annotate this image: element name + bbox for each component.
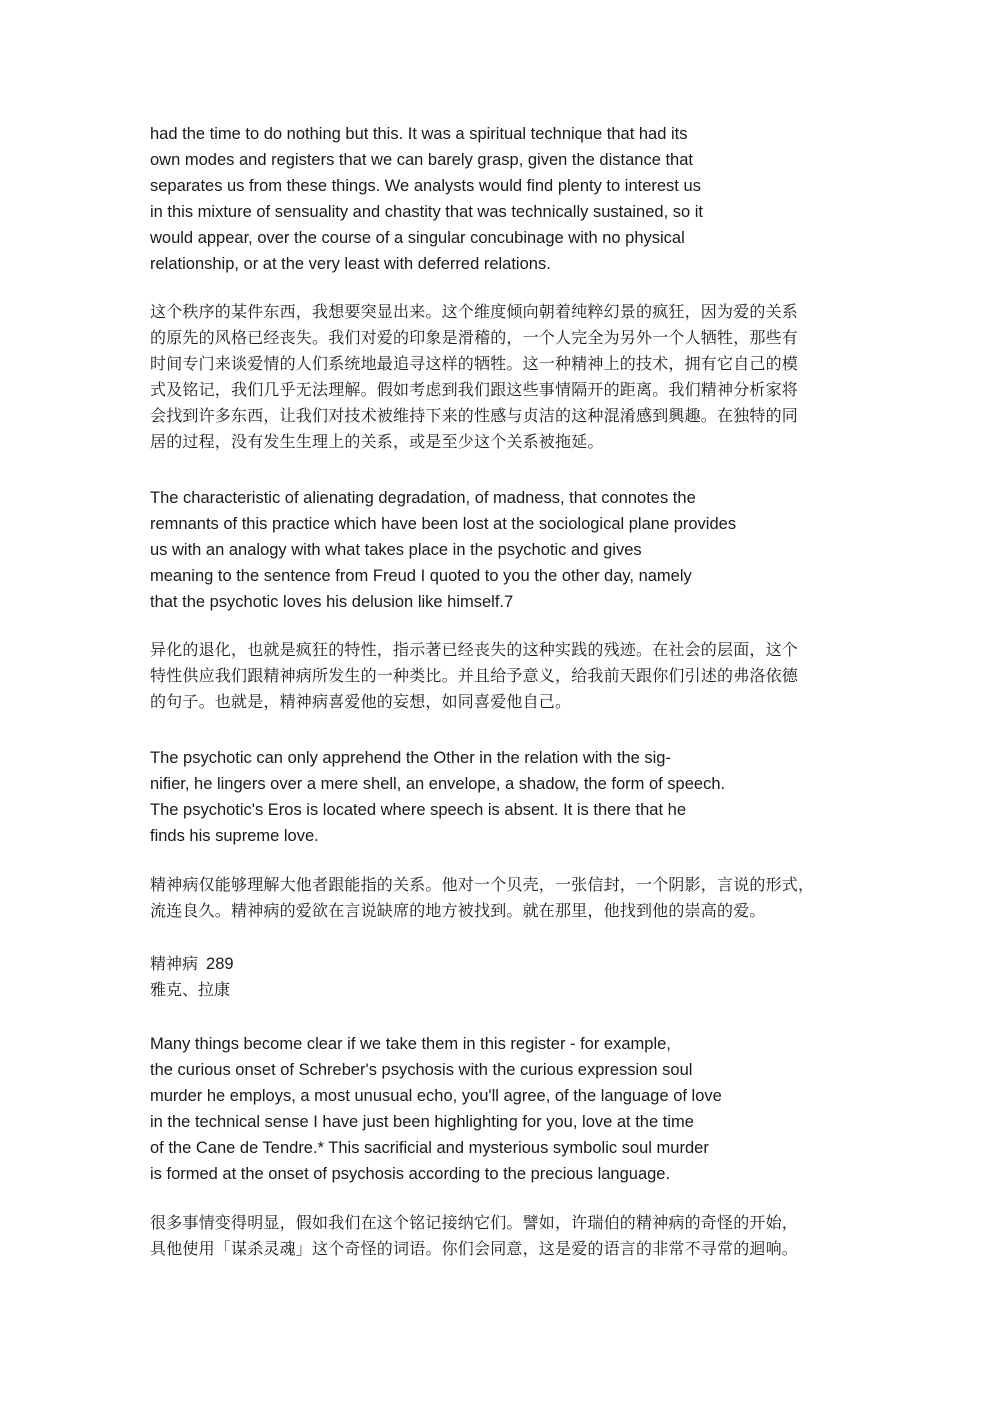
text-line: of the Cane de Tendre.* This sacrificial and mysterious symbolic soul murder xyxy=(150,1139,709,1157)
text-line: 精神病仅能够理解大他者跟能指的关系。他对一个贝壳，一张信封，一个阴影，言说的形式， xyxy=(150,875,815,894)
paragraph-english-2 xyxy=(150,485,736,615)
text-line: relationship, or at the very least with deferred relations. xyxy=(150,255,551,273)
text-line: is formed at the onset of psychosis according to the precious language. xyxy=(150,1165,671,1183)
text-line: finds his supreme love. xyxy=(150,827,319,845)
text-line: own modes and registers that we can barely grasp, given the distance that xyxy=(150,151,693,169)
text-line: in this mixture of sensuality and chastity that was technically sustained, so it xyxy=(150,203,704,221)
header-title-line xyxy=(150,951,234,977)
text-line: 这个秩序的某件东西，我想要突显出来。这个维度倾向朝着纯粹幻景的疯狂，因为爱的关系 xyxy=(150,302,799,321)
text-line: the curious onset of Schreber's psychosis with the curious expression soul xyxy=(150,1061,693,1079)
text-line: The psychotic can only apprehend the Other in the relation with the sig- xyxy=(150,749,671,767)
text-line: meaning to the sentence from Freud I quoted to you the other day, namely xyxy=(150,567,692,585)
paragraph-chinese-1 xyxy=(150,299,798,455)
text-line: 很多事情变得明显，假如我们在这个铭记接纳它们。譬如，许瑞伯的精神病的奇怪的开始， xyxy=(150,1213,799,1232)
text-line: 会找到许多东西，让我们对技术被维持下来的性感与贞洁的这种混淆感到興趣。在独特的同 xyxy=(150,406,799,425)
text-line: would appear, over the course of a singular concubinage with no physical xyxy=(150,229,685,247)
text-line: nifier, he lingers over a mere shell, an envelope, a shadow, the form of speech. xyxy=(150,775,726,793)
text-line: 流连良久。精神病的爱欲在言说缺席的地方被找到。就在那里，他找到他的崇高的爱。 xyxy=(150,901,766,920)
text-line: 时间专门来谈爱情的人们系统地最追寻这样的牺牲。这一种精神上的技术，拥有它自己的模 xyxy=(150,354,799,373)
text-line: separates us from these things. We analysts would find plenty to interest us xyxy=(150,177,701,195)
text-line: 居的过程，没有发生生理上的关系，或是至少这个关系被拖延。 xyxy=(150,432,604,451)
text-line: 异化的退化，也就是疯狂的特性，指示著已经丧失的这种实践的残迹。在社会的层面，这个 xyxy=(150,640,799,659)
text-line: had the time to do nothing but this. It was a spiritual technique that had its xyxy=(150,125,688,143)
text-line: that the psychotic loves his delusion like himself.7 xyxy=(150,593,514,611)
text-line: 的原先的风格已经丧失。我们对爱的印象是滑稽的，一个人完全为另外一个人牺牲，那些有 xyxy=(150,328,799,347)
paragraph-chinese-2 xyxy=(150,637,798,715)
paragraph-chinese-4 xyxy=(150,1210,798,1262)
text-line: Many things become clear if we take them in this register - for example, xyxy=(150,1035,671,1053)
book-title: 精神病 xyxy=(150,954,199,973)
running-header xyxy=(150,951,234,1003)
paragraph-english-4 xyxy=(150,1031,722,1187)
page-number: 289 xyxy=(206,955,234,973)
text-line: 式及铭记，我们几乎无法理解。假如考虑到我们跟这些事情隔开的距离。我们精神分析家将 xyxy=(150,380,799,399)
text-line: us with an analogy with what takes place in the psychotic and gives xyxy=(150,541,642,559)
text-line: The psychotic's Eros is located where speech is absent. It is there that he xyxy=(150,801,687,819)
paragraph-chinese-3 xyxy=(150,872,814,924)
author-name: 雅克、拉康 xyxy=(150,980,231,999)
text-line: 的句子。也就是，精神病喜爱他的妄想，如同喜爱他自己。 xyxy=(150,692,572,711)
paragraph-english-3 xyxy=(150,745,725,849)
paragraph-english-1 xyxy=(150,121,703,277)
text-line: The characteristic of alienating degradation, of madness, that connotes the xyxy=(150,489,696,507)
text-line: in the technical sense I have just been highlighting for you, love at the time xyxy=(150,1113,694,1131)
text-line: 特性供应我们跟精神病所发生的一种类比。并且给予意义，给我前天跟你们引述的弗洛依德 xyxy=(150,666,799,685)
text-line: 具他使用「谋杀灵魂」这个奇怪的词语。你们会同意，这是爱的语言的非常不寻常的迴响。 xyxy=(150,1239,799,1258)
text-line: murder he employs, a most unusual echo, you'll agree, of the language of love xyxy=(150,1087,722,1105)
text-line: remnants of this practice which have been lost at the sociological plane provides xyxy=(150,515,737,533)
